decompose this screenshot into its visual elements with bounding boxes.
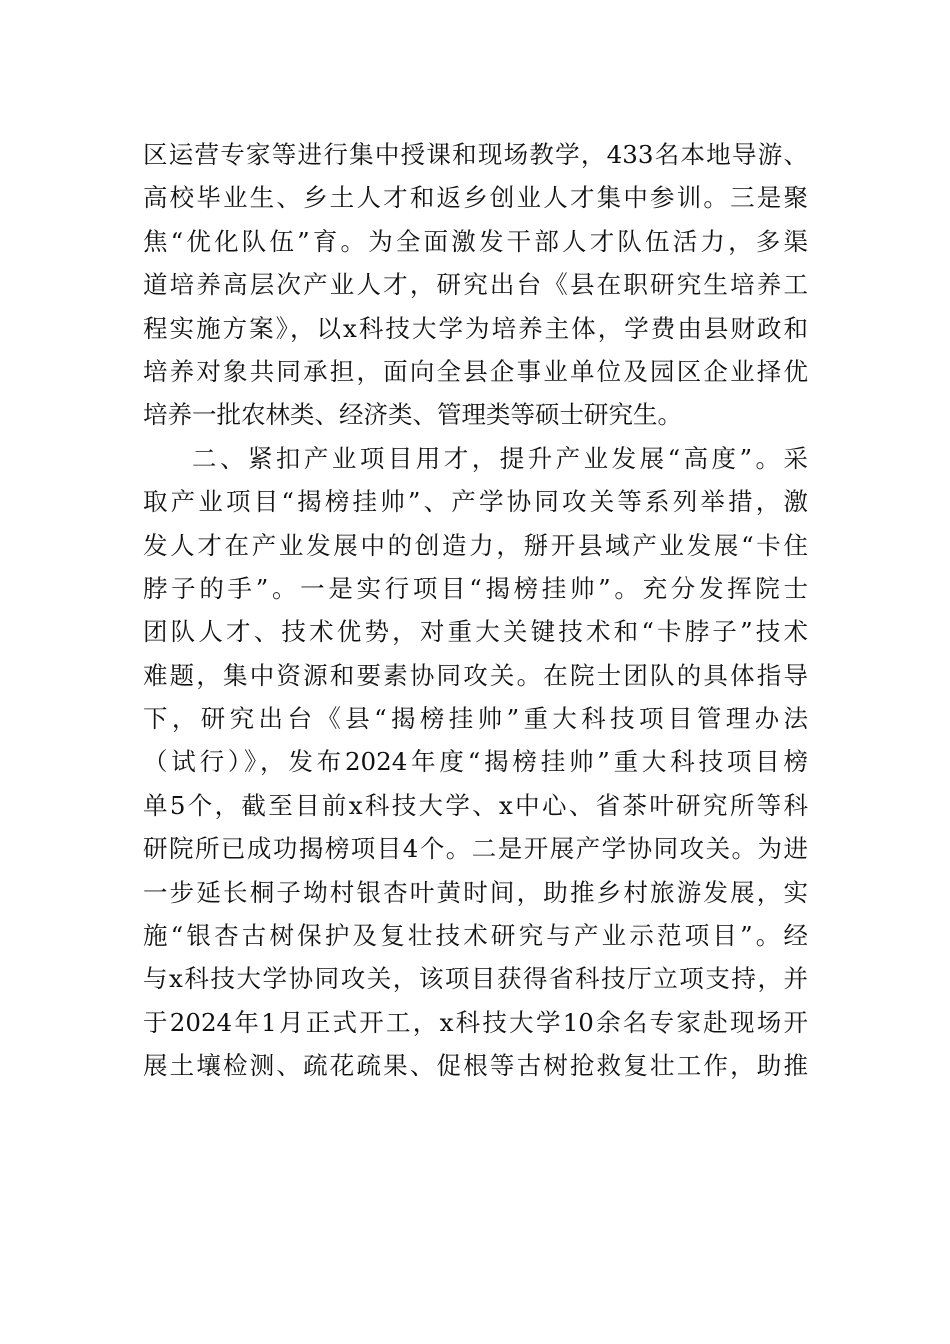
paragraph-first-line: 二、紧扣产业项目用才，提升产业发展“高度”。采 <box>192 443 808 473</box>
text-line: 道培养高层次产业人才，研究出台《县在职研究生培养工 <box>143 270 808 300</box>
text-line: 焦“优化队伍”育。为全面激发干部人才队伍活力，多渠 <box>143 226 808 256</box>
text-line: 一步延长桐子坳村银杏叶黄时间，助推乡村旅游发展，实 <box>143 877 808 907</box>
document-body <box>143 133 808 1088</box>
text-line: 于2024年1月正式开工，x科技大学10余名专家赴现场开 <box>143 1007 808 1037</box>
text-line: （试行）》，发布2024年度“揭榜挂帅”重大科技项目榜 <box>143 747 808 777</box>
text-line: 展土壤检测、疏花疏果、促根等古树抢救复壮工作，助推 <box>143 1051 808 1081</box>
text-line: 发人才在产业发展中的创造力，掰开县域产业发展“卡住 <box>143 530 808 560</box>
text-line: 下，研究出台《县“揭榜挂帅”重大科技项目管理办法 <box>143 704 808 734</box>
text-line: 与x科技大学协同攻关，该项目获得省科技厅立项支持，并 <box>143 964 808 994</box>
text-line: 施“银杏古树保护及复壮技术研究与产业示范项目”。经 <box>143 921 808 951</box>
text-line: 培养对象共同承担，面向全县企事业单位及园区企业择优 <box>143 356 808 386</box>
text-line: 取产业项目“揭榜挂帅”、产学协同攻关等系列举措，激 <box>143 487 808 517</box>
text-line: 单5个，截至目前x科技大学、x中心、省茶叶研究所等科 <box>143 790 808 820</box>
text-line: 区运营专家等进行集中授课和现场教学，433名本地导游、 <box>143 140 808 169</box>
text-line: 研院所已成功揭榜项目4个。二是开展产学协同攻关。为进 <box>143 834 808 864</box>
text-line: 程实施方案》，以x科技大学为培养主体，学费由县财政和 <box>143 313 808 343</box>
text-line: 培养一批农林类、经济类、管理类等硕士研究生。 <box>143 400 682 430</box>
text-line: 高校毕业生、乡土人才和返乡创业人才集中参训。三是聚 <box>143 183 808 213</box>
text-line: 团队人才、技术优势，对重大关键技术和“卡脖子”技术 <box>143 617 808 647</box>
text-line: 难题，集中资源和要素协同攻关。在院士团队的具体指导 <box>143 660 808 690</box>
text-line: 脖子的手”。一是实行项目“揭榜挂帅”。充分发挥院士 <box>143 573 808 603</box>
